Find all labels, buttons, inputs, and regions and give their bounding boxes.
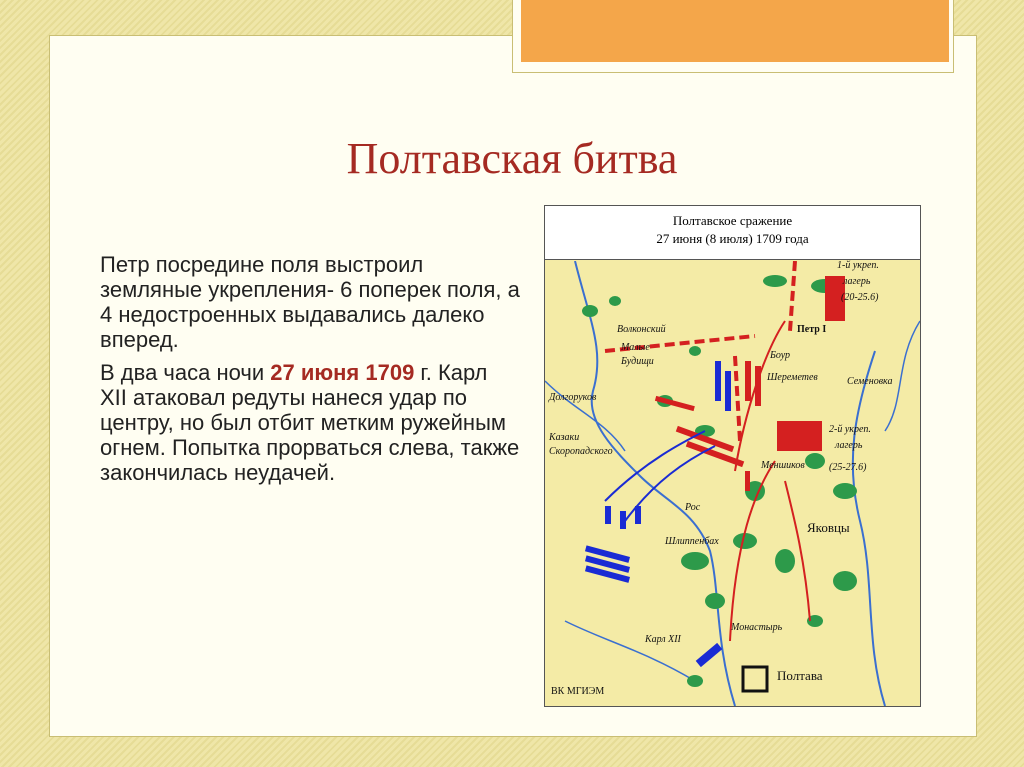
poltava-fortress: [743, 667, 767, 691]
slide-body: [100, 252, 520, 493]
slide-title: Полтавская битва: [346, 134, 678, 183]
swedish-units: [585, 361, 731, 667]
map-label-peter: Петр I: [797, 324, 827, 335]
map-label-schlippenbach: Шлиппенбах: [665, 536, 719, 547]
paragraph-2-end: г. Карл XII атаковал редуты нанеся удар по центру, но был отбит метким ружейным огнем. Попытка прорваться слева, также закончилась неудачей.: [100, 360, 520, 485]
map-label-monastery: Монастырь: [731, 622, 783, 633]
map-label-budishchi: Будищи: [621, 356, 654, 367]
map-label-yakovtsy: Яковцы: [807, 520, 850, 535]
map-label-camp1-c: (20-25.6): [841, 292, 879, 303]
map-heading-line-2: 27 июня (8 июля) 1709 года: [656, 231, 809, 246]
accent-bar: [521, 0, 949, 62]
second-camp: [777, 421, 822, 451]
battle-map: [544, 205, 921, 707]
map-credit: ВК МГИЭМ: [551, 686, 605, 697]
map-label-malye: Малые: [621, 342, 650, 353]
map-label-cossacks: Казаки: [549, 432, 580, 443]
paragraph-2-start: В два часа ночи: [100, 360, 271, 385]
paragraph-1: Петр посредине поля выстроил земляные укрепления- 6 поперек поля, а 4 недостроенных выдавались далеко вперед.: [100, 252, 520, 352]
map-heading: [545, 206, 920, 260]
map-label-camp1-b: лагерь: [843, 276, 871, 287]
advance-arrows: [605, 321, 810, 641]
map-label-menshikov: Меншиков: [761, 460, 805, 471]
map-label-sheremetev: Шереметев: [767, 372, 818, 383]
map-drawing: [545, 261, 920, 706]
map-label-camp1-a: 1-й укреп.: [837, 260, 879, 271]
map-label-camp2-c: (25-27.6): [829, 462, 867, 473]
stream-south: [565, 621, 695, 681]
river-east: [853, 351, 885, 706]
map-label-semenovka: Семеновка: [847, 376, 893, 387]
paragraph-2: [100, 360, 520, 485]
map-label-karl: Карл XII: [645, 634, 681, 645]
map-label-camp2-b: лагерь: [835, 440, 863, 451]
map-label-skoropadsky: Скоропадского: [549, 446, 613, 457]
map-label-poltava: Полтава: [777, 668, 823, 683]
map-label-volkonsky: Волконский: [617, 324, 666, 335]
map-label-camp2-a: 2-й укреп.: [829, 424, 871, 435]
map-label-baur: Боур: [770, 350, 791, 361]
map-heading-line-1: Полтавское сражение: [672, 213, 793, 228]
highlight-date: 27 июня 1709: [270, 360, 415, 385]
map-label-dolgorukov: Долгоруков: [549, 392, 597, 403]
map-label-ros: Рос: [685, 502, 701, 513]
